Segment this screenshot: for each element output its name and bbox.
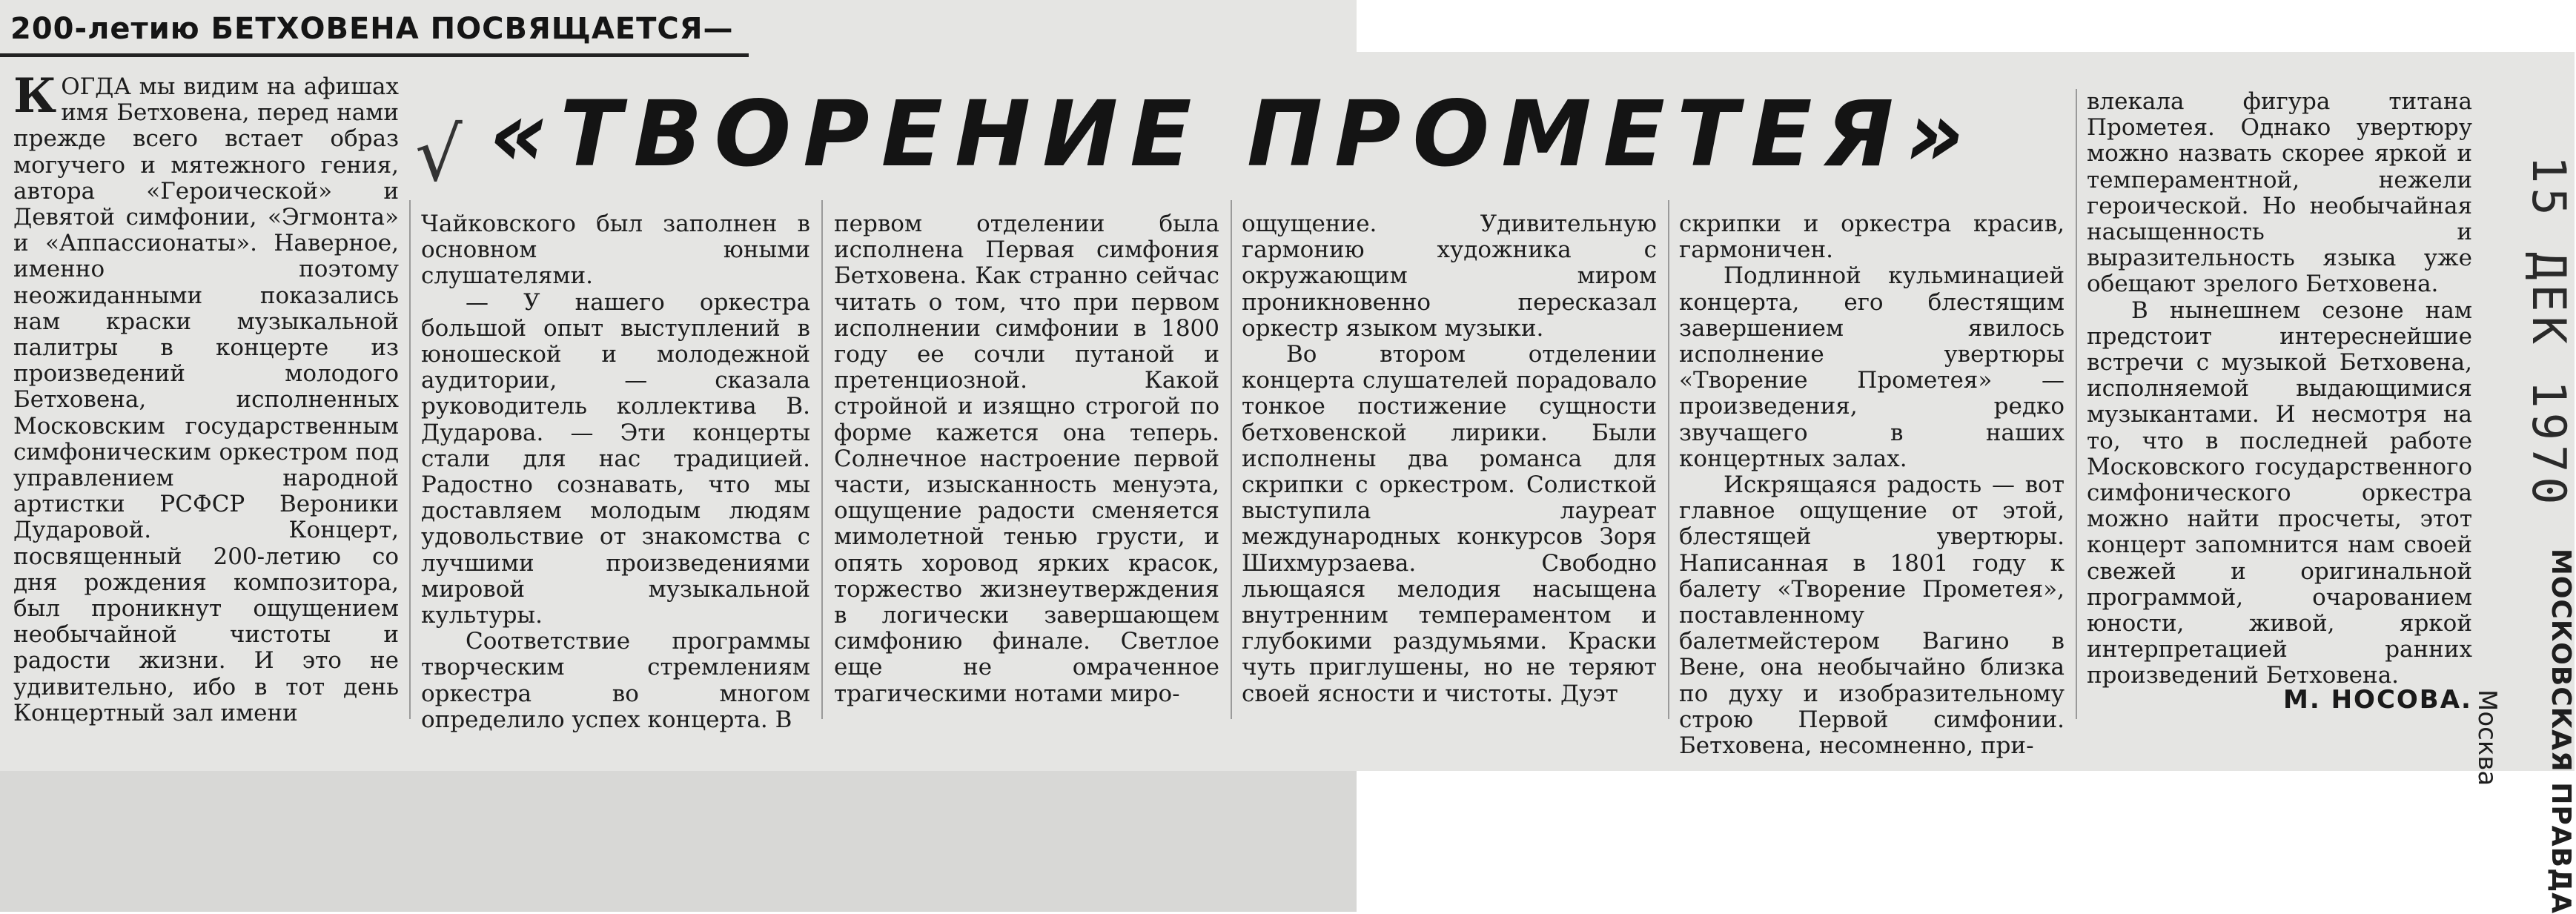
column-divider xyxy=(2076,89,2077,719)
source-stamp: МОСКОВСКАЯ ПРАВДА xyxy=(2546,549,2576,914)
kicker-heading: 200-летию БЕТХОВЕНА ПОСВЯЩАЕТСЯ— xyxy=(10,12,734,46)
check-mark-icon: √ xyxy=(415,111,463,198)
author-signature: М. НОСОВА. xyxy=(2283,685,2472,715)
column-6-paragraph-1: влекала фигура титана Прометея. Однако увертюру можно назвать скорее яркой и темпераментной, нежели героической. Но необычайная насыщенность и выразительность языка уже обещают зрелого Бетховена. xyxy=(2087,88,2472,298)
kicker-rule xyxy=(0,53,749,57)
column-1-paragraph-1: КОГДА мы видим на афишах имя Бетховена, перед нами прежде всего встает образ могучего и мятежного гения, автора «Героической» и Девятой симфонии, «Эгмонта» и «Аппассионаты». Наверное, именно поэтому неожиданными показались нам краски музыкальной палитры в концерте из произведений молодого Бетховена, исполненных Московским государственным симфоническим оркестром под управлением народной артистки РСФСР Вероники Дударовой. Концерт, посвященный 200-летию со дня рождения композитора, был проникнут ощущением необычайной чистоты и радости жизни. И это не удивительно, ибо в тот день Концертный зал имени xyxy=(13,68,399,726)
column-5-paragraph-1: скрипки и оркестра красив, гармоничен. xyxy=(1679,211,2065,264)
headline: «ТВОРЕНИЕ ПРОМЕТЕЯ» xyxy=(489,82,1976,187)
column-5-paragraph-3: Искрящаяся радость — вот главное ощущение от этой, блестящей увертюры. Написанная в 1801 году к балету «Творение Прометея», поставленному балетмейстером Вагино в Вене, она необычайно близка по духу и изобразительному строю Первой симфонии. Бетховена, несомненно, при- xyxy=(1679,471,2065,760)
column-6-paragraph-2: В нынешнем сезоне нам предстоит интереснейшие встречи с музыкой Бетховена, исполняемой выдающимися музыкантами. И несмотря на то, что в последней работе Московского государственного симфонического оркестра можно найти просчеты, этот концерт запомнится нам своей свежей и оригинальной программой, очарованием юности, живой, яркой интерпретацией ранних произведений Бетховена. xyxy=(2087,297,2472,689)
article-column-6 xyxy=(2087,88,2472,689)
article-column-3 xyxy=(834,211,1219,730)
column-4-paragraph-1: ощущение. Удивительную гармонию художника с окружающим миром проникновенно пересказал оркестр языком музыки. xyxy=(1242,211,1657,342)
column-divider xyxy=(821,200,823,719)
column-5-paragraph-2: Подлинной кульминацией концерта, его блестящим завершением явилось исполнение увертюры «Творение Прометея» — произведения, редко звучащего в наших концертных залах. xyxy=(1679,262,2065,472)
article-column-2 xyxy=(421,211,810,733)
column-2-paragraph-3: Соответствие программы творческим стремлениям оркестра во многом определило успех концерта. В xyxy=(421,628,810,733)
column-4-paragraph-2: Во втором отделении концерта слушателей порадовало тонкое постижение сущности бетховенской лирики. Были исполнены два романса для скрипки с оркестром. Солисткой выступила лауреат международных конкурсов Зоря Шихмурзаева. Свободно льющаяся мелодия насыщена внутренним темпераментом и глубокими раздумьями. Краски чуть приглушены, но не теряют своей ясности и чистоты. Дуэт xyxy=(1242,341,1657,707)
paper-bottom-strip xyxy=(0,771,1357,912)
column-2-paragraph-2: — У нашего оркестра большой опыт выступлений в юношеской и молодежной аудитории, — сказала руководитель коллектива В. Дударова. — Эти концерты стали для нас традицией. Радостно сознавать, что мы доставляем молодым людям удовольствие от знакомства с лучшими произведениями мировой музыкальной культуры. xyxy=(421,288,810,629)
dropcap: К xyxy=(13,68,57,124)
column-divider xyxy=(409,200,411,719)
source-city-stamp: Москва xyxy=(2472,689,2502,786)
column-3-paragraph-1: первом отделении была исполнена Первая симфония Бетховена. Как странно сейчас читать о том, что при первом исполнении симфонии в 1800 году ее сочли путаной и претенциозной. Какой стройной и изящно строгой по форме кажется она теперь. Солнечное настроение первой части, изысканность менуэта, ощущение радости сменяется мимолетной тенью грусти, и опять хоровод ярких красок, торжество жизнеутверждения в логически завершающем симфонию финале. Светлое еще не омраченное трагическими нотами миро- xyxy=(834,211,1219,707)
date-stamp: 15 ДЕК 1970 xyxy=(2522,156,2576,509)
article-column-1 xyxy=(13,68,399,726)
article-column-5 xyxy=(1679,211,2065,760)
column-2-paragraph-1: Чайковского был заполнен в основном юными слушателями. xyxy=(421,211,810,290)
column-divider xyxy=(1668,200,1669,719)
column-divider xyxy=(1231,200,1232,719)
article-column-4 xyxy=(1242,211,1657,730)
